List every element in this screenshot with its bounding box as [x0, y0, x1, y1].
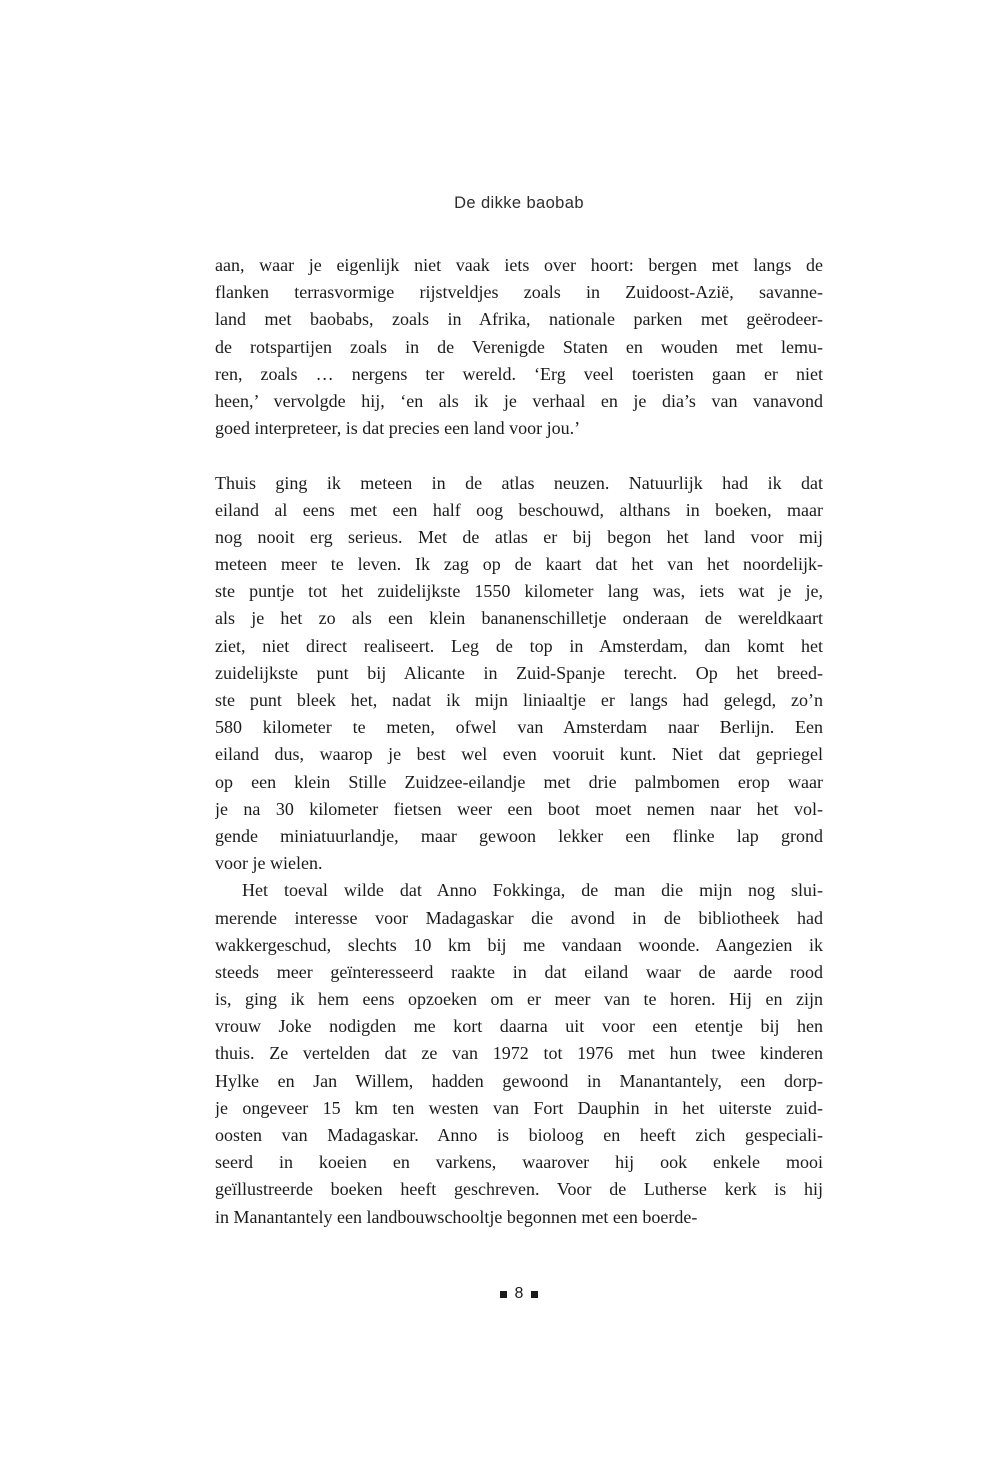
text-line: Thuis ging ik meteen in de atlas neuzen. Natuurlijk had ik dat [215, 472, 823, 493]
text-line: Hylke en Jan Willem, hadden gewoond in Manantantely, een dorp- [215, 1070, 823, 1091]
text-line: eiland al eens met een half oog beschouwd, althans in boeken, maar [215, 499, 823, 520]
text-line: 580 kilometer te meten, ofwel van Amsterdam naar Berlijn. Een [215, 717, 823, 738]
text-line: aan, waar je eigenlijk niet vaak iets over hoort: bergen met langs de [215, 255, 823, 275]
text-line: je ongeveer 15 km ten westen van Fort Dauphin in het uiterste zuid- [215, 1097, 823, 1118]
text-line: oosten van Madagaskar. Anno is bioloog en heeft zich gespeciali- [215, 1125, 823, 1145]
page-number: 8 [514, 1285, 524, 1302]
text-line: heen,’ vervolgde hij, ‘en als ik je verhaal en je dia’s van vanavond [215, 390, 823, 411]
text-line: land met baobabs, zoals in Afrika, nationale parken met geërodeer- [215, 309, 823, 330]
page-footer [215, 1286, 823, 1302]
body-text [215, 252, 823, 1231]
text-line: vrouw Joke nodigden me kort daarna uit voor een etentje bij hen [215, 1016, 823, 1037]
text-line: ziet, niet direct realiseert. Leg de top in Amsterdam, dan komt het [215, 635, 823, 656]
text-line: ste punt bleek het, nadat ik mijn liniaaltje er langs had gelegd, zo’n [215, 690, 823, 710]
text-line: voor je wielen. [215, 853, 323, 874]
paragraph [215, 252, 823, 442]
text-line: gende miniatuurlandje, maar gewoon lekker een flinke lap grond [215, 825, 823, 846]
footer-ornament-right-square [531, 1291, 538, 1298]
text-line: eiland dus, waarop je best wel even vooruit kunt. Niet dat gepriegel [215, 744, 823, 765]
running-head: De dikke baobab [454, 194, 584, 212]
footer-ornament-left-square [500, 1291, 507, 1298]
paragraph [215, 470, 823, 878]
text-line: als je het zo als een klein bananenschilletje onderaan de wereldkaart [215, 608, 823, 629]
text-line: is, ging ik hem eens opzoeken om er meer van te horen. Hij en zijn [215, 989, 823, 1010]
text-line: flanken terrasvormige rijstveldjes zoals in Zuidoost-Azië, savanne- [215, 282, 823, 303]
text-line: goed interpreteer, is dat precies een land voor jou.’ [215, 418, 581, 439]
text-line: zuidelijkste punt bij Alicante in Zuid-Spanje terecht. Op het breed- [215, 662, 823, 683]
text-line: op een klein Stille Zuidzee-eilandje met drie palmbomen erop waar [215, 771, 823, 792]
text-line: nog nooit erg serieus. Met de atlas er bij begon het land voor mij [215, 526, 823, 547]
text-line: de rotspartijen zoals in de Verenigde Staten en wouden met lemu- [215, 336, 823, 357]
text-line: merende interesse voor Madagaskar die avond in de bibliotheek had [215, 907, 823, 928]
text-line: seerd in koeien en varkens, waarover hij ook enkele mooi [215, 1152, 823, 1173]
text-line: wakkergeschud, slechts 10 km bij me vandaan woonde. Aangezien ik [215, 934, 823, 955]
text-line: je na 30 kilometer fietsen weer een boot moet nemen naar het vol- [215, 798, 823, 819]
paragraph [215, 877, 823, 1230]
text-line: ste puntje tot het zuidelijkste 1550 kilometer lang was, iets wat je je, [215, 581, 823, 602]
text-line: in Manantantely een landbouwschooltje begonnen met een boerde- [215, 1206, 698, 1227]
text-line: ren, zoals … nergens ter wereld. ‘Erg veel toeristen gaan er niet [215, 363, 823, 384]
text-line: thuis. Ze vertelden dat ze van 1972 tot 1976 met hun twee kinderen [215, 1043, 823, 1064]
text-line: Het toeval wilde dat Anno Fokkinga, de man die mijn nog slui- [242, 880, 823, 901]
text-line: meteen meer te leven. Ik zag op de kaart dat het van het noordelijk- [215, 554, 823, 575]
text-line: steeds meer geïnteresseerd raakte in dat eiland waar de aarde rood [215, 961, 823, 982]
text-line: geïllustreerde boeken heeft geschreven. Voor de Lutherse kerk is hij [215, 1179, 823, 1200]
